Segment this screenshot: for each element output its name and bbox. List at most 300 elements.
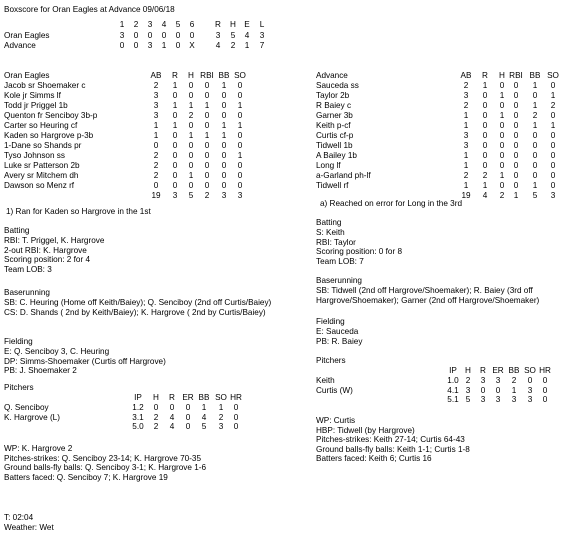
pitching-cell: 0	[527, 376, 533, 385]
pitching-cell: 2	[153, 412, 159, 422]
pitching-col-header: ER	[492, 366, 504, 375]
batting-detail: Team LOB: 3	[4, 264, 52, 274]
batting-cell: 1	[188, 171, 194, 180]
batting-cell: 0	[513, 181, 519, 190]
pitching-cell: 1	[511, 385, 517, 395]
batting-cell: 1	[463, 181, 469, 190]
batting-cell: 0	[221, 181, 227, 190]
batter-name: Taylor 2b	[316, 91, 350, 100]
batting-footnote: a) Reached on error for Long in the 3rd	[320, 199, 463, 208]
pitching-col-header: R	[169, 393, 175, 402]
batting-cell: 1	[204, 131, 210, 140]
batting-cell: 0	[221, 101, 227, 110]
batter-name: Avery sr Mitchem dh	[4, 171, 79, 180]
batting-cell: 0	[172, 181, 178, 190]
pitching-cell: 0	[185, 403, 191, 412]
batting-cell: 0	[499, 81, 505, 90]
batting-cell: 0	[513, 131, 519, 140]
batting-cell: 0	[550, 81, 556, 90]
linescore-cell: 4	[244, 31, 250, 40]
pitching-col-header: IP	[134, 393, 142, 402]
pitching-total: 3	[511, 395, 517, 405]
batter-name: R Baiey c	[316, 101, 352, 110]
linescore-header: 6	[189, 20, 195, 29]
linescore-cell: 0	[133, 41, 139, 50]
game-info: T: 02:04	[4, 513, 34, 522]
linescore-cell: 0	[175, 31, 181, 40]
batting-cell: 0	[550, 151, 556, 160]
batter-name: Keith p-cf	[316, 121, 351, 130]
linescore-header: L	[259, 20, 265, 29]
section-head: Batting	[4, 226, 30, 235]
batting-footnote: 1) Ran for Kaden so Hargrove in the 1st	[6, 207, 151, 216]
linescore-header: 2	[133, 20, 139, 29]
linescore-cell: 3	[119, 31, 125, 40]
batter-name: Dawson so Menz rf	[4, 181, 75, 190]
batting-cell: 3	[463, 91, 469, 100]
batting-cell: 0	[532, 151, 538, 160]
pitching-cell: 0	[233, 412, 239, 422]
pitching-col-header: R	[480, 366, 486, 375]
batting-total: 5	[532, 191, 538, 200]
batting-cell: 1	[221, 131, 227, 140]
batting-cell: 0	[499, 151, 505, 160]
batting-detail: 2-out RBI: K. Hargrove	[4, 245, 87, 255]
pitching-total: 5.0	[132, 422, 144, 432]
batter-name: Carter so Heuring cf	[4, 121, 78, 130]
batting-total: 4	[482, 191, 488, 200]
batting-cell: 0	[204, 151, 210, 160]
batting-total: 3	[172, 191, 178, 200]
linescore-cell: 0	[189, 31, 195, 40]
pitching-cell: 2	[511, 376, 517, 385]
batting-col-header: R	[482, 71, 488, 80]
pitching-col-header: ER	[182, 393, 194, 402]
pitching-cell: 0	[542, 385, 548, 395]
fielding-detail: E: Q. Senciboy 3, C. Heuring	[4, 347, 110, 356]
batting-cell: 0	[188, 91, 194, 100]
pitching-cell: 0	[495, 385, 501, 395]
linescore-cell: 0	[161, 31, 167, 40]
batter-name: Tidwell 1b	[316, 141, 353, 150]
pitching-total: 3	[495, 395, 501, 405]
pitching-cell: 3	[480, 376, 486, 385]
pitching-total: 5	[201, 422, 207, 432]
batting-cell: 0	[513, 121, 519, 130]
batting-cell: 1	[532, 81, 538, 90]
batting-cell: 0	[172, 91, 178, 100]
linescore-cell: 1	[244, 41, 250, 50]
batting-cell: 1	[463, 111, 469, 120]
batting-cell: 0	[221, 111, 227, 120]
batting-col-header: BB	[218, 71, 230, 80]
batting-cell: 0	[204, 121, 210, 130]
batting-cell: 1	[532, 121, 538, 130]
batting-cell: 0	[499, 131, 505, 140]
linescore-cell: 2	[230, 41, 236, 50]
batting-cell: 1	[237, 151, 243, 160]
pitching-note: WP: Curtis	[316, 416, 356, 425]
batting-cell: 0	[550, 181, 556, 190]
pitching-total: 5	[465, 395, 471, 405]
linescore-cell: 0	[175, 41, 181, 50]
batting-cell: 0	[513, 101, 519, 110]
batting-col-header: SO	[547, 71, 559, 80]
batting-col-header: H	[499, 71, 505, 80]
batting-cell: 0	[482, 101, 488, 110]
batting-cell: 0	[513, 111, 519, 120]
batting-cell: 0	[221, 141, 227, 150]
batting-cell: 1	[499, 111, 505, 120]
batter-name: a-Garland ph-lf	[316, 171, 371, 180]
linescore-cell: 0	[133, 31, 139, 40]
batting-cell: 3	[153, 101, 159, 110]
batting-cell: 0	[513, 141, 519, 150]
batting-cell: 0	[513, 171, 519, 180]
batting-cell: 1	[172, 101, 178, 110]
batting-cell: 1	[237, 101, 243, 110]
batting-detail: S: Keith	[316, 228, 345, 237]
batting-cell: 0	[237, 141, 243, 150]
batting-cell: 2	[550, 101, 556, 110]
batting-cell: 0	[237, 81, 243, 90]
batting-team-header: Oran Eagles	[4, 71, 50, 80]
section-head: Batting	[316, 218, 342, 227]
batting-cell: 0	[550, 171, 556, 180]
pitching-cell: 4	[169, 412, 175, 422]
pitching-cell: 3	[495, 376, 501, 385]
linescore-header: 4	[161, 20, 167, 29]
pitching-cell: 0	[169, 403, 175, 412]
batting-cell: 3	[463, 141, 469, 150]
section-head: Pitchers	[4, 383, 34, 392]
batting-cell: 0	[237, 181, 243, 190]
batting-cell: 2	[482, 171, 488, 180]
batting-cell: 1	[188, 131, 194, 140]
batter-name: Luke sr Patterson 2b	[4, 161, 80, 170]
batting-col-header: SO	[234, 71, 246, 80]
fielding-detail: PB: R. Baiey	[316, 336, 363, 346]
batting-total: 19	[151, 191, 161, 200]
batting-cell: 0	[188, 141, 194, 150]
batting-cell: 1	[153, 121, 159, 130]
batting-cell: 0	[482, 91, 488, 100]
batting-cell: 0	[172, 151, 178, 160]
pitching-total: 0	[233, 422, 239, 432]
pitcher-name: Curtis (W)	[316, 385, 353, 395]
linescore-cell: 3	[147, 41, 153, 50]
pitching-total: 0	[185, 422, 191, 432]
batting-cell: 1	[499, 91, 505, 100]
pitching-total: 5.1	[447, 395, 459, 405]
batting-cell: 1	[532, 181, 538, 190]
batting-cell: 0	[172, 111, 178, 120]
batter-name: Garner 3b	[316, 111, 353, 120]
batting-cell: 0	[204, 111, 210, 120]
batting-col-header: RBI	[200, 71, 214, 80]
batting-cell: 2	[153, 171, 159, 180]
pitching-note: HBP: Tidwell (by Hargrove)	[316, 425, 415, 435]
pitching-col-header: HR	[539, 366, 551, 375]
section-head: Pitchers	[316, 356, 346, 365]
pitching-cell: 1	[218, 403, 224, 412]
batting-cell: 0	[532, 161, 538, 170]
batting-total: 2	[204, 191, 210, 200]
batting-cell: 2	[153, 161, 159, 170]
batting-col-header: AB	[460, 71, 472, 80]
batter-name: Tidwell rf	[316, 181, 349, 190]
batting-cell: 1	[188, 101, 194, 110]
batter-name: Sauceda ss	[316, 81, 359, 90]
batting-col-header: RBI	[509, 71, 523, 80]
section-head: Baserunning	[316, 276, 362, 285]
batting-cell: 0	[188, 121, 194, 130]
batting-cell: 1	[221, 81, 227, 90]
pitching-cell: 2	[218, 412, 224, 422]
pitching-note: Pitches-strikes: Keith 27-14; Curtis 64-43	[316, 435, 465, 445]
batter-name: Jacob sr Shoemaker c	[4, 81, 86, 90]
batting-cell: 0	[188, 151, 194, 160]
batter-name: Kole jr Simms lf	[4, 91, 61, 100]
batter-name: A Bailey 1b	[316, 151, 357, 160]
fielding-detail: E: Sauceda	[316, 327, 359, 336]
baserunning-detail: SB: C. Heuring (Home off Keith/Baiey); Q. Senciboy (2nd off Curtis/Baiey)	[4, 298, 272, 307]
linescore-cell: X	[189, 41, 195, 50]
batting-cell: 1	[153, 131, 159, 140]
linescore-team: Advance	[4, 41, 36, 50]
batting-cell: 3	[153, 111, 159, 120]
pitching-total: 0	[542, 395, 548, 405]
linescore-header: E	[244, 20, 250, 29]
batting-cell: 0	[172, 171, 178, 180]
pitching-cell: 0	[542, 376, 548, 385]
batting-cell: 2	[153, 151, 159, 160]
batting-cell: 0	[550, 131, 556, 140]
pitching-note: Ground balls-fly balls: Keith 1-1; Curtis 1-8	[316, 444, 470, 454]
linescore-cell: 3	[259, 31, 265, 40]
pitching-note: Ground balls-fly balls: Q. Senciboy 3-1; K. Hargrove 1-6	[4, 463, 207, 473]
batting-cell: 2	[153, 81, 159, 90]
batter-name: Kaden so Hargrove p-3b	[4, 131, 94, 140]
linescore-cell: 0	[147, 31, 153, 40]
pitching-cell: 3.1	[132, 412, 144, 422]
baserunning-detail: CS: D. Shands ( 2nd by Keith/Baiey); K. Hargrove ( 2nd by Curtis/Baiey)	[4, 308, 266, 317]
batting-cell: 0	[499, 101, 505, 110]
batting-team-header: Advance	[316, 71, 348, 80]
batting-total: 3	[221, 191, 227, 200]
batting-cell: 0	[221, 171, 227, 180]
batting-cell: 1	[463, 151, 469, 160]
batting-cell: 3	[153, 91, 159, 100]
batting-cell: 0	[153, 141, 159, 150]
pitching-cell: 4.1	[447, 385, 459, 395]
pitching-cell: 1	[201, 403, 207, 412]
batting-cell: 1	[172, 81, 178, 90]
batter-name: 1-Dane so Shands pr	[4, 141, 82, 150]
pitching-total: 2	[153, 422, 159, 432]
pitching-cell: 0	[233, 403, 239, 412]
pitcher-name: Keith	[316, 376, 335, 385]
batting-cell: 1	[550, 91, 556, 100]
batting-cell: 0	[532, 91, 538, 100]
batting-cell: 1	[204, 101, 210, 110]
batting-col-header: AB	[150, 71, 162, 80]
section-head: Baserunning	[4, 288, 50, 297]
pitching-total: 3	[218, 422, 224, 432]
batting-cell: 1	[482, 81, 488, 90]
pitching-col-header: IP	[449, 366, 457, 375]
baserunning-detail: SB: Tidwell (2nd off Hargrove/Shoemaker); R. Baiey (3rd off Hargrove/Shoemaker); Garner (2nd off Hargrove/Shoemaker)	[316, 286, 540, 305]
pitching-cell: 0	[185, 412, 191, 422]
batting-cell: 0	[499, 161, 505, 170]
fielding-detail: DP: Simms-Shoemaker (Curtis off Hargrove)	[4, 356, 166, 366]
batting-cell: 0	[204, 141, 210, 150]
pitching-cell: 0	[480, 385, 486, 395]
batting-cell: 0	[221, 91, 227, 100]
pitching-col-header: SO	[524, 366, 536, 375]
pitcher-name: K. Hargrove (L)	[4, 412, 60, 422]
pitching-col-header: SO	[215, 393, 227, 402]
batting-detail: RBI: T. Priggel, K. Hargrove	[4, 236, 105, 245]
batter-name: Quenton fr Senciboy 3b-p	[4, 111, 98, 120]
batting-total: 2	[499, 191, 505, 200]
section-head: Fielding	[316, 317, 345, 326]
batting-cell: 2	[463, 101, 469, 110]
linescore-cell: 5	[230, 31, 236, 40]
batting-cell: 0	[172, 161, 178, 170]
batting-detail: RBI: Taylor	[316, 237, 356, 247]
linescore-cell: 7	[259, 41, 265, 50]
batting-cell: 0	[550, 141, 556, 150]
batting-cell: 0	[204, 181, 210, 190]
page-title: Boxscore for Oran Eagles at Advance 09/06/18	[4, 5, 175, 14]
batting-cell: 0	[172, 141, 178, 150]
pitcher-name: Q. Senciboy	[4, 403, 49, 412]
pitching-cell: 3	[527, 385, 533, 395]
batting-cell: 0	[237, 91, 243, 100]
pitching-note: Batters faced: Q. Senciboy 7; K. Hargrove 19	[4, 472, 168, 482]
pitching-note: Batters faced: Keith 6; Curtis 16	[316, 454, 432, 464]
fielding-detail: PB: J. Shoemaker 2	[4, 366, 77, 376]
batting-cell: 0	[482, 111, 488, 120]
batting-cell: 0	[153, 181, 159, 190]
linescore-header: 1	[119, 20, 125, 29]
batting-cell: 0	[237, 161, 243, 170]
batting-cell: 0	[499, 121, 505, 130]
batting-col-header: BB	[529, 71, 541, 80]
batting-cell: 0	[532, 131, 538, 140]
batting-cell: 1	[499, 171, 505, 180]
pitching-cell: 1.0	[447, 376, 459, 385]
batting-cell: 0	[221, 161, 227, 170]
linescore-header: 3	[147, 20, 153, 29]
batting-cell: 3	[463, 131, 469, 140]
batting-cell: 1	[463, 121, 469, 130]
batting-cell: 0	[482, 121, 488, 130]
batting-detail: Scoring position: 0 for 8	[316, 247, 403, 257]
batting-cell: 2	[532, 111, 538, 120]
pitching-cell: 1.2	[132, 403, 144, 412]
linescore-team: Oran Eagles	[4, 31, 50, 40]
batting-cell: 2	[463, 171, 469, 180]
pitching-total: 3	[527, 395, 533, 405]
linescore-cell: 1	[161, 41, 167, 50]
batting-cell: 1	[172, 121, 178, 130]
batting-cell: 0	[499, 181, 505, 190]
batting-cell: 0	[482, 131, 488, 140]
batter-name: Curtis cf-p	[316, 131, 354, 140]
linescore-cell: 4	[215, 41, 221, 50]
batting-cell: 0	[550, 161, 556, 170]
section-head: Fielding	[4, 337, 33, 346]
batting-cell: 1	[237, 121, 243, 130]
batting-cell: 0	[172, 131, 178, 140]
batting-cell: 0	[188, 81, 194, 90]
game-info: Weather: Wet	[4, 523, 54, 532]
batting-cell: 0	[550, 111, 556, 120]
batting-cell: 0	[188, 161, 194, 170]
batter-name: Tyso Johnson ss	[4, 151, 65, 160]
batting-cell: 0	[513, 91, 519, 100]
batting-cell: 1	[532, 101, 538, 110]
batting-cell: 1	[550, 121, 556, 130]
batting-detail: Scoring position: 2 for 4	[4, 255, 91, 265]
batting-total: 3	[550, 191, 556, 200]
batting-cell: 0	[513, 81, 519, 90]
batting-cell: 0	[513, 161, 519, 170]
pitching-total: 3	[480, 395, 486, 405]
pitching-col-header: H	[465, 366, 471, 375]
batting-total: 1	[513, 191, 519, 200]
batting-cell: 1	[221, 121, 227, 130]
batting-cell: 1	[463, 161, 469, 170]
linescore-cell: 3	[215, 31, 221, 40]
linescore-header: R	[215, 20, 221, 29]
pitching-col-header: H	[153, 393, 159, 402]
batting-col-header: R	[172, 71, 178, 80]
batting-cell: 0	[204, 171, 210, 180]
pitching-col-header: BB	[198, 393, 210, 402]
batting-cell: 2	[463, 81, 469, 90]
pitching-cell: 2	[465, 376, 471, 385]
pitching-col-header: BB	[508, 366, 520, 375]
batting-cell: 0	[204, 81, 210, 90]
batting-cell: 0	[499, 141, 505, 150]
batting-cell: 1	[482, 181, 488, 190]
linescore-header: H	[230, 20, 236, 29]
pitching-note: Pitches-strikes: Q. Senciboy 23-14; K. Hargrove 70-35	[4, 453, 202, 463]
batting-cell: 0	[188, 181, 194, 190]
pitching-total: 4	[169, 422, 175, 432]
batter-name: Todd jr Priggel 1b	[4, 101, 68, 110]
pitching-col-header: HR	[230, 393, 242, 402]
batting-cell: 0	[204, 161, 210, 170]
batting-col-header: H	[188, 71, 194, 80]
batting-cell: 0	[482, 151, 488, 160]
batting-total: 19	[461, 191, 471, 200]
batting-total: 3	[237, 191, 243, 200]
pitching-cell: 4	[201, 412, 207, 422]
batting-cell: 0	[513, 151, 519, 160]
batting-cell: 0	[532, 141, 538, 150]
batter-name: Long lf	[316, 161, 341, 170]
pitching-note: WP: K. Hargrove 2	[4, 444, 73, 453]
linescore-header: 5	[175, 20, 181, 29]
batting-cell: 0	[221, 151, 227, 160]
linescore-cell: 0	[119, 41, 125, 50]
pitching-cell: 0	[153, 403, 159, 412]
batting-cell: 0	[237, 171, 243, 180]
